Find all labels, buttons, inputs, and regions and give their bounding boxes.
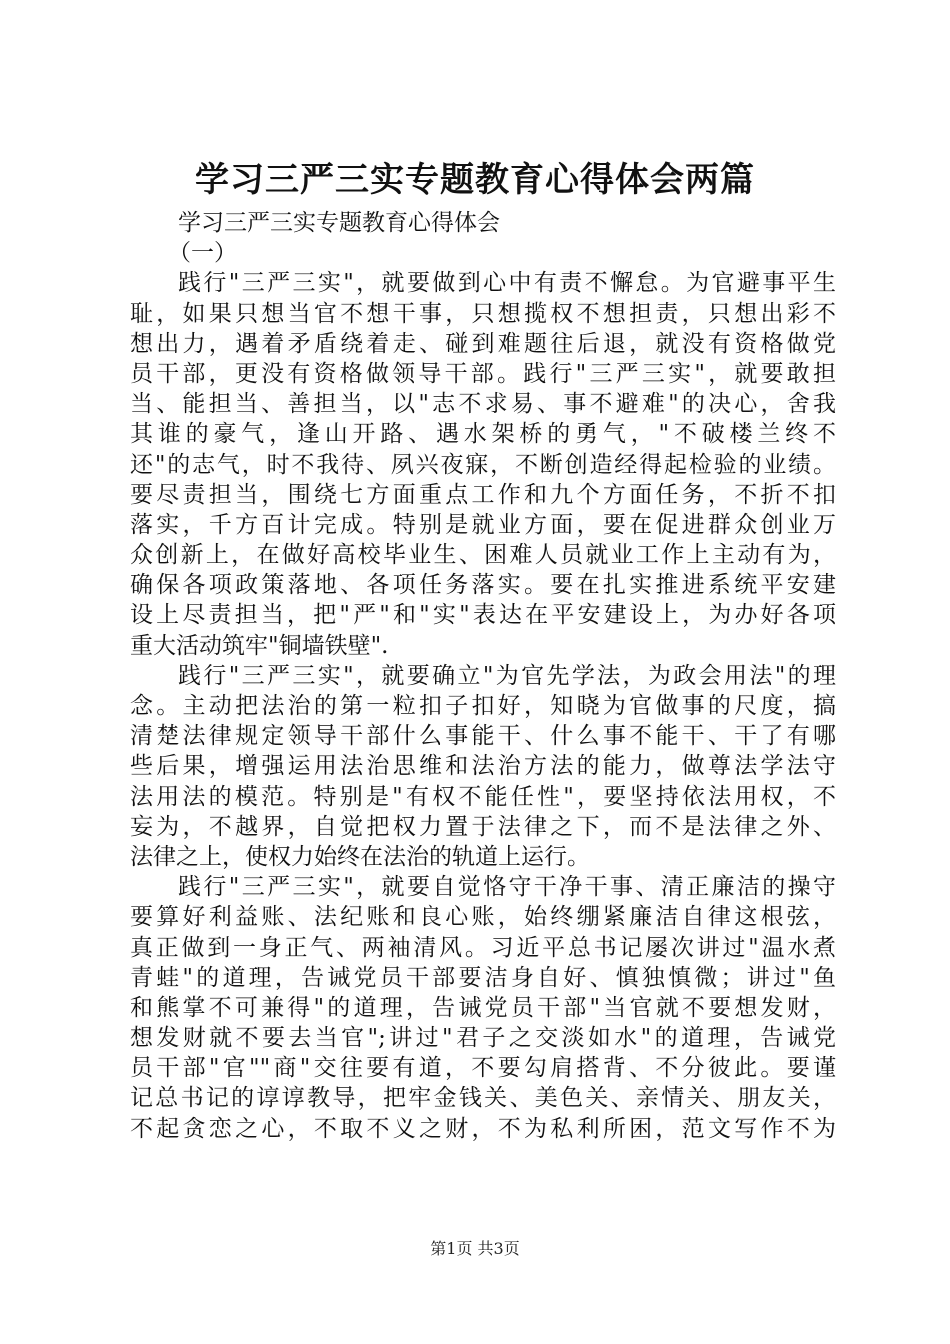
paragraph-line: 想出力，遇着矛盾绕着走、碰到难题往后退，就没有资格做党: [130, 330, 836, 357]
paragraph-line: 妄为，不越界，自觉把权力置于法律之下，而不是法律之外、: [130, 813, 836, 840]
paragraph-line: 践行"三严三实"，就要做到心中有责不懈怠。为官避事平生: [178, 270, 836, 297]
paragraph-line: 践行"三严三实"，就要确立"为官先学法，为政会用法"的理: [178, 662, 836, 689]
paragraph-line: 重大活动筑牢"铜墙铁壁".: [130, 632, 389, 659]
paragraph-3: [130, 872, 836, 1144]
paragraph-line: 记总书记的谆谆教导，把牢金钱关、美色关、亲情关、朋友关，: [130, 1085, 836, 1112]
paragraph-line: 念。主动把法治的第一粒扣子扣好，知晓为官做事的尺度，搞: [130, 693, 836, 719]
paragraph-line: 确保各项政策落地、各项任务落实。要在扎实推进系统平安建: [130, 572, 836, 599]
paragraph-line: 法用法的模范。特别是"有权不能任性"，要坚持依法用权，不: [130, 783, 836, 810]
document-subtitle: 学习三严三实专题教育心得体会: [178, 210, 500, 236]
paragraph-line: 当、能担当、善担当，以"志不求易、事不避难"的决心，舍我: [130, 391, 836, 418]
paragraph-line: 其谁的豪气，逢山开路、遇水架桥的勇气，"不破楼兰终不: [130, 421, 836, 448]
paragraph-line: 员干部，更没有资格做领导干部。践行"三严三实"，就要敢担: [130, 360, 836, 387]
paragraph-line: 想发财就不要去当官";讲过"君子之交淡如水"的道理，告诫党: [130, 1025, 836, 1052]
paragraph-line: 清楚法律规定领导干部什么事能干、什么事不能干、干了有哪: [130, 723, 836, 750]
paragraph-line: 法律之上，使权力始终在法治的轨道上运行。: [130, 843, 590, 870]
paragraph-line: 还"的志气，时不我待、夙兴夜寐，不断创造经得起检验的业绩。: [130, 451, 836, 478]
page-number-footer: 第1页 共3页: [430, 1239, 520, 1258]
paragraph-line: 耻，如果只想当官不想干事，只想揽权不想担责，只想出彩不: [130, 300, 836, 327]
paragraph-line: 要尽责担当，围绕七方面重点工作和九个方面任务，不折不扣: [130, 481, 836, 508]
paragraph-line: 要算好利益账、法纪账和良心账，始终绷紧廉洁自律这根弦，: [130, 904, 836, 931]
paragraph-line: 真正做到一身正气、两袖清风。习近平总书记屡次讲过"温水煮: [130, 934, 836, 961]
document-title: 学习三严三实专题教育心得体会两篇: [195, 160, 755, 200]
paragraph-line: 些后果，增强运用法治思维和法治方法的能力，做尊法学法守: [130, 753, 836, 780]
paragraph-line: 设上尽责担当，把"严"和"实"表达在平安建设上，为办好各项: [130, 602, 836, 629]
document-body: [130, 208, 836, 1144]
paragraph-line: 落实，千方百计完成。特别是就业方面，要在促进群众创业万: [130, 511, 836, 538]
paragraph-line: 众创新上，在做好高校毕业生、困难人员就业工作上主动有为，: [130, 542, 836, 569]
paragraph-1: [130, 268, 836, 660]
paragraph-line: 员干部"官""商"交往要有道，不要勾肩搭背、不分彼此。要谨: [130, 1055, 836, 1082]
section-heading: （一）: [168, 240, 237, 267]
paragraph-line: 践行"三严三实"，就要自觉恪守干净干事、清正廉洁的操守: [178, 874, 836, 901]
paragraph-line: 和熊掌不可兼得"的道理，告诫党员干部"当官就不要想发财，: [130, 994, 836, 1021]
paragraph-2: [130, 661, 836, 872]
paragraph-line: 不起贪恋之心，不取不义之财，不为私利所困，范文写作不为: [130, 1115, 836, 1142]
paragraph-line: 青蛙"的道理，告诫党员干部要洁身自好、慎独慎微；讲过"鱼: [130, 964, 836, 991]
